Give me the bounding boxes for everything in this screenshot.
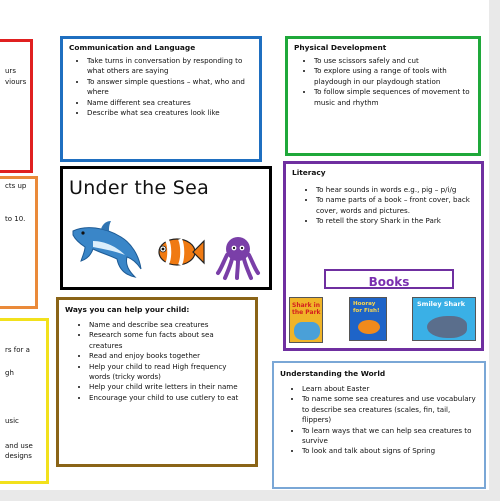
list-item: • To name some sea creatures and use vocabulary to describe sea creatures (scales, fin, tail, flippers) xyxy=(302,394,478,425)
literacy-box xyxy=(283,161,484,351)
fragment-text: rs for a xyxy=(5,346,30,354)
left-red-box xyxy=(0,39,33,173)
page-bottom-edge xyxy=(0,490,500,501)
dolphin-icon xyxy=(71,219,147,279)
book-title: Smiley Shark xyxy=(417,300,466,308)
fragment-text: urs xyxy=(5,67,16,75)
left-orange-box xyxy=(0,176,38,309)
fragment-text: designs xyxy=(5,452,32,460)
list-item: • To learn ways that we can help sea creatures to survive xyxy=(302,426,478,447)
bullet-list xyxy=(69,56,253,118)
list-item: • To answer simple questions – what, who and where xyxy=(87,77,253,98)
list-item: • Read and enjoy books together xyxy=(89,351,249,361)
list-item: • To name parts of a book – front cover, back cover, words and pictures. xyxy=(316,195,475,216)
physical-box xyxy=(285,36,481,156)
section-title: Physical Development xyxy=(294,43,387,52)
bullet-list xyxy=(292,185,475,227)
list-item: • To hear sounds in words e.g., pig – p/i/g xyxy=(316,185,475,195)
list-item: • To explore using a range of tools with playdough in our playdough station xyxy=(314,66,472,87)
topic-box xyxy=(60,166,272,290)
bullet-list xyxy=(65,320,249,403)
fragment-text: viours xyxy=(5,77,27,86)
topic-title: Under the Sea xyxy=(69,177,210,199)
list-item: • Take turns in conversation by responding to what others are saying xyxy=(87,56,253,77)
bullet-list xyxy=(294,56,472,108)
list-item: • To follow simple sequences of movement to music and rhythm xyxy=(314,87,472,108)
list-item: • Describe what sea creatures look like xyxy=(87,108,253,118)
world-box xyxy=(272,361,486,489)
list-item: • Name and describe sea creatures xyxy=(89,320,249,330)
communication-box xyxy=(60,36,262,162)
books-label: Books xyxy=(368,275,410,289)
list-item: • Name different sea creatures xyxy=(87,98,253,108)
list-item: • To look and talk about signs of Spring xyxy=(302,446,478,456)
book-title: Shark in the Park xyxy=(292,302,321,316)
section-title: Understanding the World xyxy=(280,369,386,378)
fragment-text: and use xyxy=(5,441,33,450)
list-item: • Learn about Easter xyxy=(302,384,478,394)
book-title: Hooray for Fish! xyxy=(353,301,380,314)
left-yellow-box xyxy=(0,318,49,484)
section-title: Literacy xyxy=(292,168,326,177)
fragment-text: cts up xyxy=(5,182,27,190)
list-item: • Research some fun facts about sea creatures xyxy=(89,330,249,351)
help-box xyxy=(56,297,258,467)
fragment-text: to 10. xyxy=(5,214,26,223)
bullet-list xyxy=(280,384,478,457)
fragment-text: usic xyxy=(5,417,19,425)
list-item: • To use scissors safely and cut xyxy=(314,56,472,66)
list-item: • Help your child write letters in their name xyxy=(89,382,249,392)
octopus-icon xyxy=(217,235,259,279)
list-item: • Encourage your child to use cutlery to eat xyxy=(89,393,249,403)
books-label-box xyxy=(324,269,454,289)
book-cover-smiley-shark xyxy=(412,297,476,341)
list-item: • Help your child to read High frequency words (tricky words) xyxy=(89,362,249,383)
list-item: • To retell the story Shark in the Park xyxy=(316,216,475,226)
section-title: Ways you can help your child: xyxy=(65,305,190,314)
book-cover-shark-in-the-park xyxy=(289,297,323,343)
fragment-text: gh xyxy=(5,368,14,377)
section-title: Communication and Language xyxy=(69,43,196,52)
clownfish-icon xyxy=(155,231,205,273)
book-cover-hooray-for-fish xyxy=(349,297,387,341)
page-right-edge xyxy=(489,0,500,501)
